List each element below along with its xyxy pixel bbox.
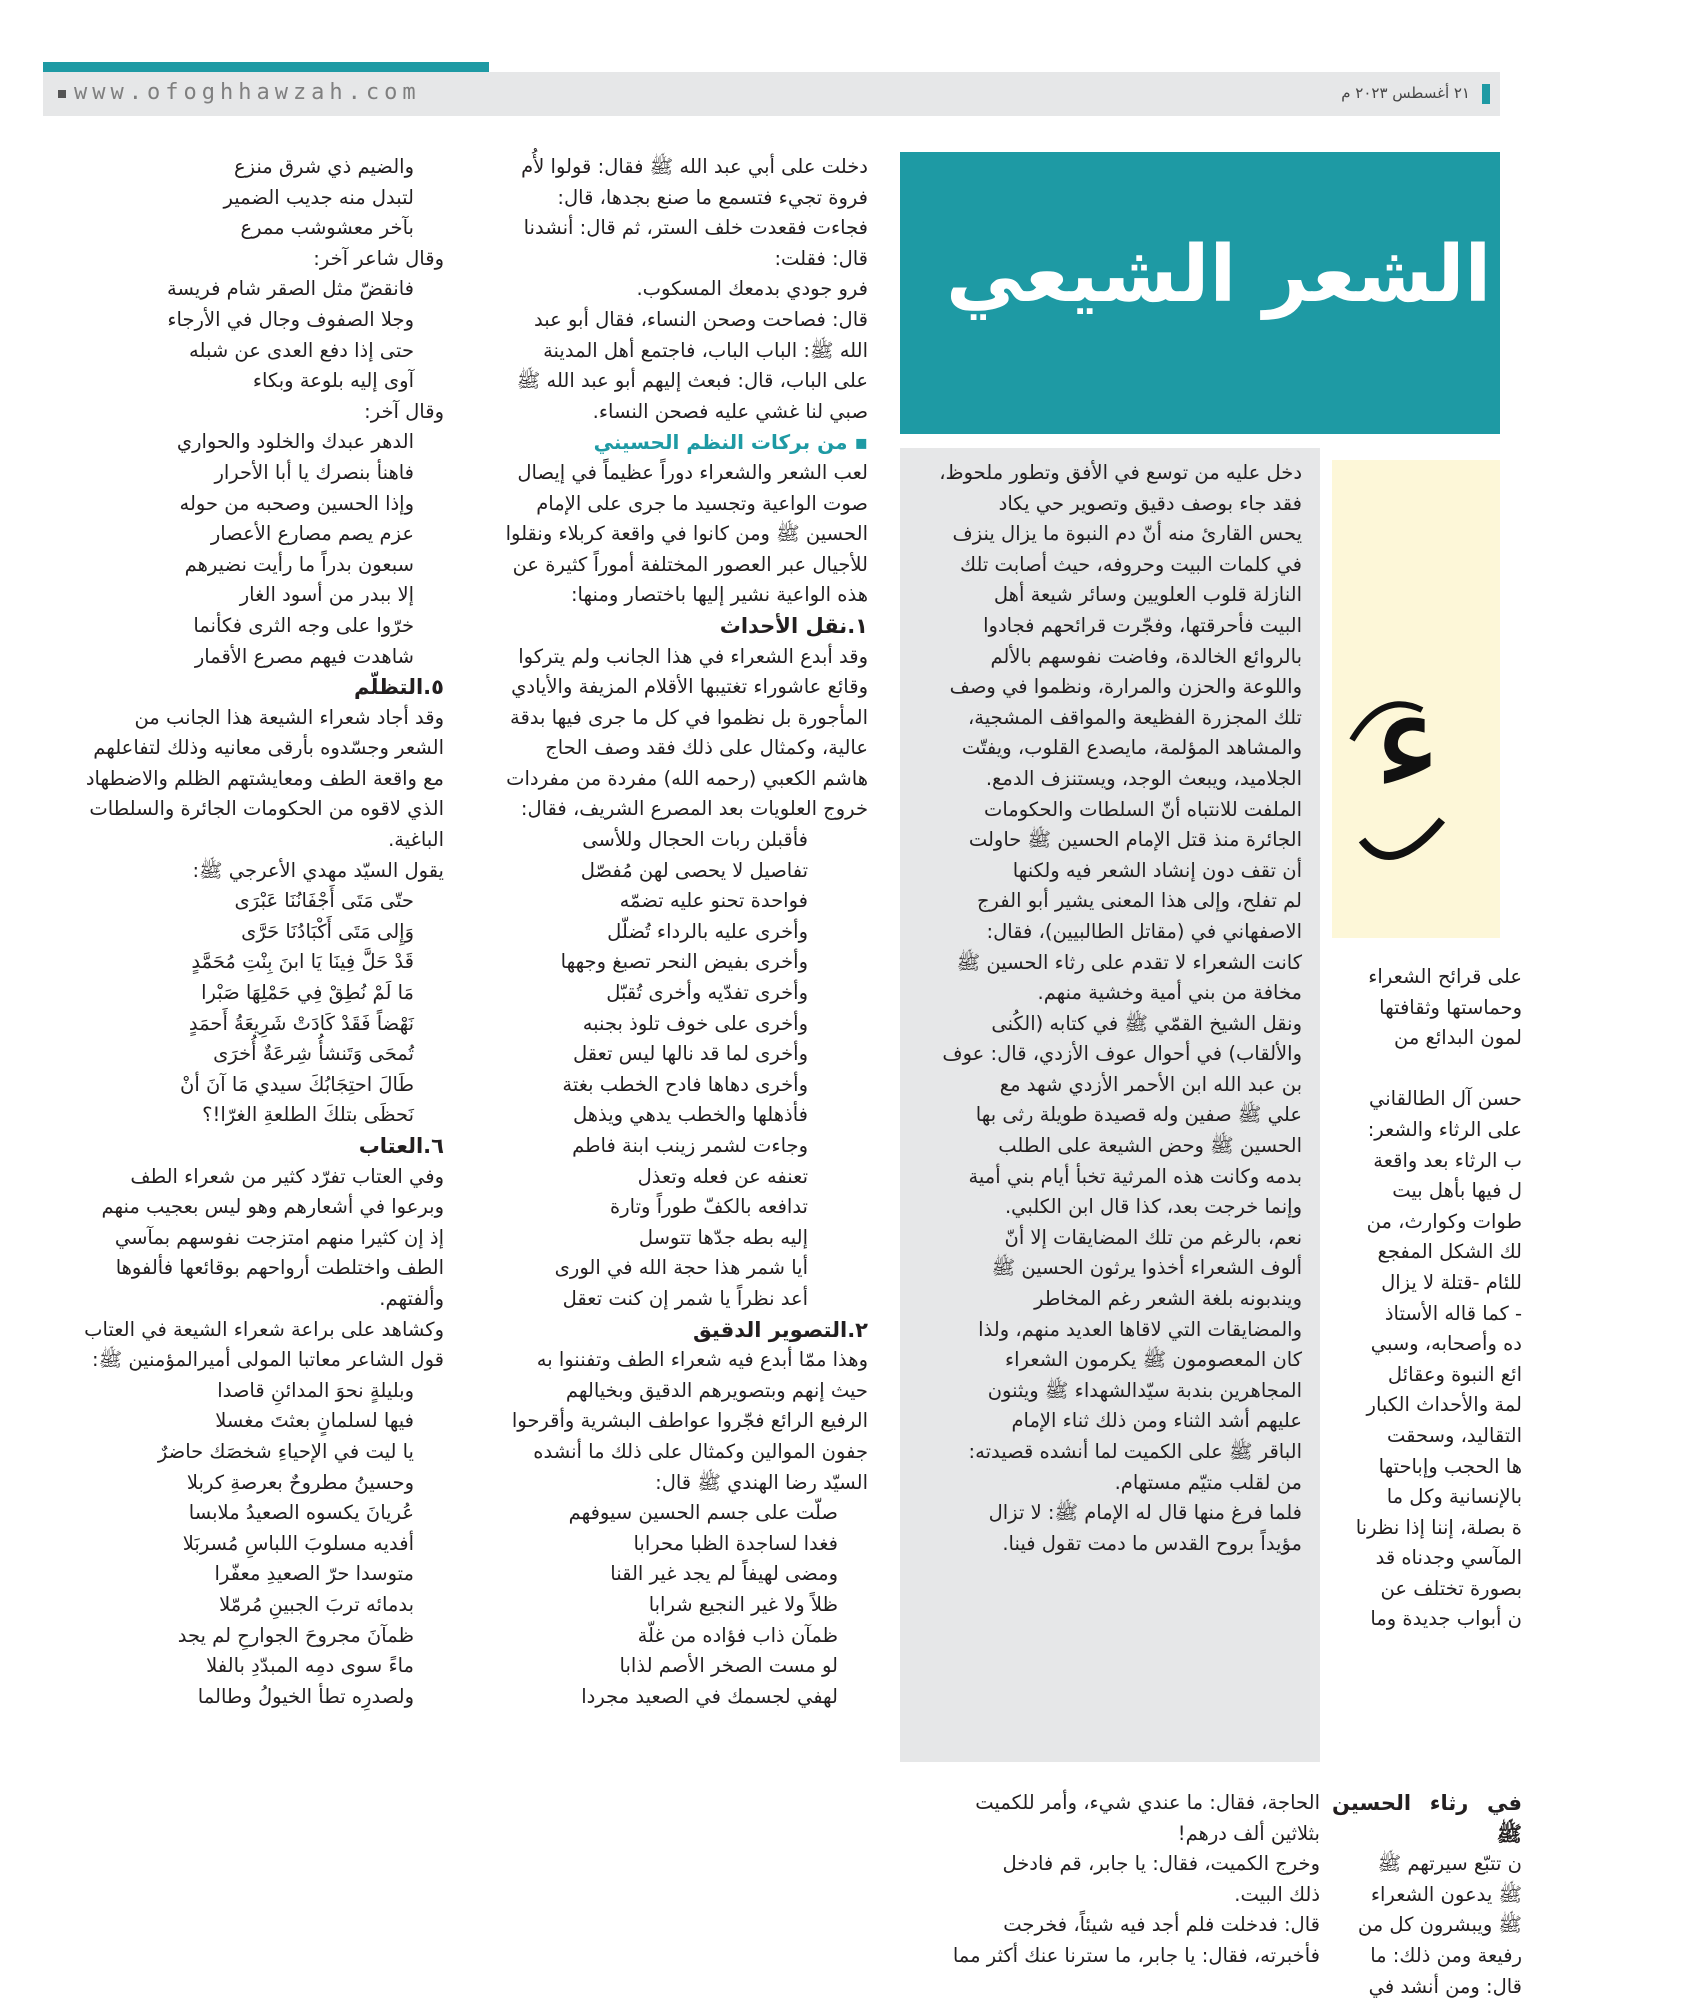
text-line: لك الشكل المفجع bbox=[1377, 1240, 1522, 1264]
poem-aaraji bbox=[52, 886, 444, 1131]
text-line: الباقر ﷺ على الكميت لما أنشده قصيدته: bbox=[968, 1440, 1302, 1463]
verse-line: ظمآن ذاب فؤاده من غلّة bbox=[637, 1623, 838, 1647]
verse-line: وإذا الحسين وصحبه من حوله bbox=[179, 491, 414, 515]
column-c bbox=[52, 152, 444, 1712]
verse-line: حتّى مَتَى أَجْفَانُنَا عَبْرَى bbox=[234, 889, 414, 913]
verse-line: مَا لَمْ نُطِقْ فِي حَمْلِهَا صَبْرا bbox=[201, 981, 414, 1005]
text-line: تلك المجزرة الفظيعة والمواقف المشجية، bbox=[968, 705, 1302, 729]
text-line: لعب الشعر والشعراء دوراً عظيماً في إيصال bbox=[517, 460, 868, 484]
verse-line: فأقبلن ربات الحجال وللأسى bbox=[582, 828, 808, 852]
text-line: كانت الشعراء لا تقدم على رثاء الحسين ﷺ bbox=[956, 950, 1302, 974]
text-line: الباغية. bbox=[388, 828, 444, 852]
poem-mid-2 bbox=[52, 427, 444, 672]
text-line: يحس القارئ منه أنّ دم النبوة ما يزال ينزف bbox=[952, 522, 1302, 546]
text-line: على قرائح الشعراء bbox=[1368, 965, 1522, 988]
text-line: ذلك البيت. bbox=[1234, 1882, 1320, 1906]
heading-5: ٥.التظلّم bbox=[354, 675, 444, 700]
text-line: على الرثاء والشعر: bbox=[1367, 1117, 1522, 1141]
text-line: حيث إنهم وبتصويرهم الدقيق وبخيالهم bbox=[565, 1378, 868, 1402]
text-line: وفي العتاب تفرّد كثير من شعراء الطف bbox=[130, 1164, 444, 1188]
text-line: البيت فأحرقتها، وفجّرت قرائحهم فجادوا bbox=[983, 613, 1302, 637]
text-line: بالروائع الخالدة، وفاضت نفوسهم بالألم bbox=[990, 644, 1302, 668]
verse-line: عزم يصم مصارع الأعصار bbox=[210, 522, 414, 546]
verse-line: تفاصيل لا يحصى لهن مُفصّل bbox=[580, 858, 808, 882]
verse-line: الدهر عبدك والخلود والحواري bbox=[176, 430, 414, 454]
text-line bbox=[1332, 1054, 1522, 1085]
text-line: مخافة من بني أمية وخشية منهم. bbox=[1037, 981, 1302, 1005]
poet-label-2: وقال آخر: bbox=[364, 399, 444, 423]
verse-line: خرّوا على وجه الثرى فكأنما bbox=[193, 613, 414, 637]
verse-line: وجاءت لشمر زينب ابنة فاطم bbox=[572, 1134, 808, 1157]
text-line: واللوعة والحزن والمرارة، ونظموا في وصف bbox=[949, 675, 1302, 699]
verse-line: ظمآنَ مجروحَ الجوارحِ لم يجد bbox=[177, 1623, 414, 1647]
text-line: ونقل الشيخ القمّي ﷺ في كتابه (الكُنى bbox=[991, 1011, 1302, 1035]
verse-line: شاهدت فيهم مصرع الأقمار bbox=[194, 644, 414, 668]
text-line: لمون البدائع من bbox=[1394, 1026, 1522, 1050]
text-line: المآسي وجدناه قد bbox=[1375, 1546, 1522, 1570]
text-line: من لقلب متيّم مستهام. bbox=[1114, 1470, 1302, 1494]
text-line: الجلاميد، ويبعث الوجد، ويستنزف الدمع. bbox=[985, 766, 1302, 790]
text-line: الحسين ﷺ وحض الشيعة على الطلب bbox=[998, 1134, 1302, 1158]
verse-line: وأخرى بفيض النحر تصبغ وجهها bbox=[560, 950, 808, 974]
column-f bbox=[1332, 1788, 1522, 2002]
poem-hindi bbox=[478, 1498, 868, 1712]
text-line: فرو جودي بدمعك المسكوب. bbox=[636, 277, 868, 301]
text-line: هذه الواعية نشير إليها باختصار ومنها: bbox=[570, 583, 868, 607]
verse-line: يا ليت في الإحياءِ شخصَك حاضرٌ bbox=[157, 1439, 414, 1463]
column-d bbox=[1332, 962, 1522, 1635]
verse-line: فيها لسلمانٍ بعثتَ مغسلا bbox=[215, 1409, 414, 1433]
text-line: بدمه وكانت هذه المرثية تخبأ أيام بني أمية bbox=[968, 1164, 1302, 1188]
verse-line: وبليلةٍ نحوَ المدائنِ قاصدا bbox=[217, 1378, 414, 1402]
text-line: كان المعصومون ﷺ يكرمون الشعراء bbox=[1004, 1348, 1302, 1372]
text-line: للأجيال عبر العصور المختلفة أموراً كثيرة عن bbox=[512, 552, 868, 576]
text-line: وبرعوا في أشعارهم وهو ليس بعجيب منهم bbox=[101, 1195, 444, 1219]
text-line: وإنما خرجت بعد، كذا قال ابن الكلبي. bbox=[1004, 1195, 1302, 1219]
text-line: قال: فصاحت وصحن النساء، فقال أبو عبد bbox=[534, 307, 868, 331]
verse-line: بآخر معشوشب ممرع bbox=[240, 216, 414, 240]
verse-line: ومضى لهيفاً لم يجد غير القنا bbox=[610, 1562, 838, 1586]
verse-line: تُمحَى وَتَنشأُ شِرعَةٌ أُخرَى bbox=[213, 1042, 414, 1066]
text-line: جفون الموالين وكمثال على ذلك ما أنشده bbox=[533, 1439, 868, 1463]
text-line: الحاجة، فقال: ما عندي شيء، وأمر للكميت bbox=[975, 1791, 1320, 1814]
verse-line: وجلا الصفوف وجال في الأرجاء bbox=[167, 307, 414, 331]
article-title: علی الشعر الشيعي bbox=[946, 230, 1682, 320]
text-line: صبي لنا غشي عليه فصحن النساء. bbox=[592, 399, 868, 423]
verse-line: لتبدل منه جديب الضمير bbox=[223, 185, 414, 209]
text-line: فأخبرته، فقال: يا جابر، ما سترنا عنك أكثر مما bbox=[952, 1943, 1320, 1967]
verse-line: صلّت على جسم الحسين سيوفهم bbox=[568, 1501, 838, 1525]
text-line: فروة تجيء فتسمع ما صنع بجدها، قال: bbox=[557, 185, 868, 209]
verse-line: طَالَ احتِجَابُكَ سيدي مَا آنَ أنْ bbox=[180, 1072, 414, 1096]
text-line: قال: ومن أنشد في bbox=[1368, 1974, 1522, 1998]
text-line: عليهم أشد الثناء ومن ذلك ثناء الإمام bbox=[1011, 1409, 1302, 1433]
text-line: ﷺ يدعون الشعراء bbox=[1370, 1882, 1522, 1906]
text-line: وهذا ممّا أبدع فيه شعراء الطف وتفننوا به bbox=[536, 1348, 868, 1372]
verse-line: فاهنأ بنصرك يا أبا الأحرار bbox=[214, 460, 414, 484]
poem-itab bbox=[52, 1376, 444, 1713]
text-line: وحماستها وثقافتها bbox=[1379, 995, 1522, 1019]
verse-line: إلا ببدر من أسود الغار bbox=[239, 583, 414, 607]
verse-line: ماءً سوى دمِه المبدّدِ بالفلا bbox=[206, 1654, 414, 1678]
article-illustration bbox=[1332, 460, 1500, 938]
text-line: فلما فرغ منها قال له الإمام ﷺ: لا تزال bbox=[988, 1501, 1302, 1525]
text-line: والمضايقات التي لاقاها العديد منهم، ولذا bbox=[978, 1317, 1302, 1341]
text-line: نعم، بالرغم من تلك المضايقات إلا أنّ bbox=[1004, 1225, 1302, 1249]
text-line: طوات وكوارث، من bbox=[1366, 1209, 1522, 1233]
crescent-illustration-icon bbox=[1332, 460, 1500, 938]
calligraphy-fragment: ء bbox=[1372, 652, 1443, 826]
site-url[interactable]: www.ofoghhawzah.com bbox=[74, 80, 421, 105]
text-line: إذ إن كثيرا منهم امتزجت نفوسهم بمآسي bbox=[114, 1225, 444, 1249]
text-line: التقاليد، وسحقت bbox=[1387, 1423, 1522, 1447]
text-line: الحسين ﷺ ومن كانوا في واقعة كربلاء ونقلوا bbox=[505, 522, 868, 546]
text-line: عالية، وكمثال على ذلك فقد وصف الحاج bbox=[545, 736, 868, 760]
text-line: مؤيداً بروح القدس ما دمت تقول فينا. bbox=[1002, 1531, 1302, 1555]
text-line: ده وأصحابه، وسبي bbox=[1370, 1332, 1522, 1356]
heading-6: ٦.العتاب bbox=[358, 1134, 444, 1158]
text-line: وقد أجاد شعراء الشيعة هذا الجانب من bbox=[134, 705, 444, 729]
text-line: الله ﷺ: الباب الباب، فاجتمع أهل المدينة bbox=[543, 338, 868, 362]
text-line: للئام -قتلة لا يزال bbox=[1381, 1270, 1522, 1294]
column-b-p2 bbox=[478, 1345, 868, 1498]
text-line: والمشاهد المؤلمة، مايصدع القلوب، ويفتّت bbox=[961, 736, 1302, 760]
title-banner bbox=[900, 152, 1682, 434]
verse-line: لهفي لجسمك في الصعيد مجردا bbox=[581, 1684, 838, 1708]
text-line: رفيعة ومن ذلك: ما bbox=[1370, 1943, 1522, 1967]
text-line: في كلمات البيت وحروفه، حيث أصابت تلك bbox=[960, 552, 1302, 576]
column-b-p1 bbox=[478, 642, 868, 826]
verse-line: أعد نظراً يا شمر إن كنت تعقل bbox=[562, 1286, 808, 1310]
verse-line: لو مست الصخر الأصم لذابا bbox=[619, 1654, 838, 1678]
text-line: بصورة تختلف عن bbox=[1380, 1576, 1522, 1600]
text-line: الجائرة منذ قتل الإمام الحسين ﷺ حاولت bbox=[968, 828, 1302, 852]
verse-line: وأخرى دهاها فادح الخطب بغتة bbox=[562, 1072, 808, 1096]
text-line: دخل عليه من توسع في الأفق وتطور ملحوظ، bbox=[939, 461, 1302, 484]
text-line: قال: فقلت: bbox=[774, 246, 868, 270]
subheading-bullet-icon: ▪ bbox=[847, 430, 868, 455]
text-line: ألوف الشعراء أخذوا يرثون الحسين ﷺ bbox=[991, 1256, 1302, 1280]
verse-line: وأخرى على خوف تلوذ بجنبه bbox=[582, 1011, 808, 1035]
column-f-body bbox=[1332, 1849, 1522, 2002]
text-line: حسن آل الطالقاني bbox=[1368, 1087, 1522, 1111]
text-line: النازلة قلوب العلويين وسائر شيعة أهل bbox=[993, 583, 1302, 607]
text-line: مع واقعة الطف ومعايشتهم الظلم والاضطهاد bbox=[85, 766, 444, 790]
verse-line: عُريانَ يكسوه الصعيدُ ملابسا bbox=[188, 1501, 414, 1525]
verse-line: فأذهلها والخطب يدهي ويذهل bbox=[572, 1103, 808, 1127]
verse-line: تدافعه بالكفّ طوراً وتارة bbox=[610, 1195, 808, 1219]
text-line: ة بصلة، إننا إذا نظرنا bbox=[1355, 1515, 1522, 1539]
verse-line: وأخرى تفدّيه وأخرى تُقبّل bbox=[606, 981, 808, 1005]
heading-1: ١.نقل الأحداث bbox=[719, 613, 868, 638]
text-line: دخلت على أبي عبد الله ﷺ فقال: قولوا لأُم bbox=[521, 155, 868, 178]
text-line: لم تفلح، وإلى هذا المعنى يشير أبو الفرج bbox=[976, 889, 1302, 913]
poem-mid-1 bbox=[52, 274, 444, 396]
verse-line: آوى إليه بلوعة وبكاء bbox=[252, 369, 414, 393]
text-line: الملفت للانتباه أنّ السلطات والحكومات bbox=[983, 797, 1302, 821]
verse-line: أفديه مسلوبَ اللباسِ مُسربَلا bbox=[182, 1531, 414, 1555]
text-line: قول الشاعر معاتبا المولى أميرالمؤمنين ﷺ: bbox=[92, 1348, 444, 1372]
verse-line: قَدْ حَلَّ فِينَا يَا ابنَ بِنْتِ مُحَمَّدٍ bbox=[191, 950, 414, 974]
column-b-intro bbox=[478, 152, 868, 427]
text-line: قال: فدخلت فلم أجد فيه شيئاً، فخرجت bbox=[1003, 1913, 1320, 1937]
column-b-mid bbox=[478, 458, 868, 611]
subheading-husayni-blessings: ▪ من بركات النظم الحسيني bbox=[593, 430, 868, 455]
verse-line: إليه بطه جدّها تتوسل bbox=[638, 1225, 808, 1249]
text-line: والألقاب) في أحوال عوف الأزدي، قال: عوف bbox=[942, 1042, 1302, 1066]
verse-line: سبعون بدراً ما رأيت نضيرهم bbox=[184, 552, 414, 576]
text-line: يقول السيّد مهدي الأعرجي ﷺ: bbox=[192, 858, 444, 882]
column-c-p6 bbox=[52, 1162, 444, 1376]
text-line: السيّد رضا الهندي ﷺ قال: bbox=[655, 1470, 868, 1494]
text-line: بن عبد الله ابن الأحمر الأزدي شهد مع bbox=[999, 1072, 1302, 1096]
verse-line: بدمائه تربَ الجبينِ مُرمّلا bbox=[219, 1592, 414, 1616]
text-line: ل فيها بأهل بيت bbox=[1392, 1179, 1522, 1203]
issue-date: ٢١ أغسطس ٢٠٢٣ م bbox=[1341, 84, 1470, 102]
text-line: وخرج الكميت، فقال: يا جابر، قم فادخل bbox=[1002, 1852, 1320, 1876]
text-line: بثلاثين ألف درهم! bbox=[1177, 1821, 1320, 1845]
heading-rithaa: في رثاء الحسين ﷺ bbox=[1332, 1791, 1522, 1846]
heading-2: ٢.التصوير الدقيق bbox=[692, 1317, 868, 1342]
verse-line: فانقضّ مثل الصقر شام فريسة bbox=[167, 277, 414, 301]
verse-line: أيا شمر هذا حجة الله في الورى bbox=[554, 1256, 808, 1280]
verse-line: حتى إذا دفع العدى عن شبله bbox=[189, 338, 414, 362]
verse-line: والضيم ذي شرق منزع bbox=[233, 155, 414, 178]
text-line: ويندبونه بلغة الشعر رغم المخاطر bbox=[1034, 1287, 1302, 1311]
header-accent-bar bbox=[43, 62, 489, 72]
column-c-p5 bbox=[52, 703, 444, 887]
verse-line: وأخرى لما قد نالها ليس تعقل bbox=[572, 1042, 808, 1066]
text-line: المجاهرين بندبة سيّدالشهداء ﷺ ويثنون bbox=[987, 1378, 1302, 1402]
bullet-icon bbox=[58, 90, 66, 98]
text-line: علي ﷺ صفين وله قصيدة طويلة رثى بها bbox=[975, 1103, 1302, 1127]
text-line: على الباب، قال: فبعث إليهم أبو عبد الله ﷺ bbox=[516, 369, 868, 393]
verse-line: نَهْضاً فَقَدْ كَادَتْ شَرِيعَةُ أَحمَدٍ bbox=[188, 1011, 414, 1035]
text-line: فجاءت فقعدت خلف الستر، ثم قال: أنشدنا bbox=[523, 216, 868, 240]
text-line: صوت الواعية وتجسيد ما جرى على الإمام bbox=[536, 491, 868, 515]
text-line: الاصفهاني في (مقاتل الطالبيين)، فقال: bbox=[986, 919, 1302, 943]
text-line: فقد جاء بوصف دقيق وتصوير حي يكاد bbox=[998, 491, 1302, 515]
column-a bbox=[918, 458, 1302, 1559]
text-line: ائع النبوة وعقائل bbox=[1387, 1362, 1522, 1386]
text-line: الرفيع الرائع فجّروا عواطف البشرية وأقرحوا bbox=[511, 1409, 868, 1433]
date-marker bbox=[1482, 84, 1490, 104]
text-line: ب الرثاء بعد واقعة bbox=[1373, 1148, 1522, 1172]
poem-top bbox=[52, 152, 444, 244]
poet-label-1: وقال شاعر آخر: bbox=[313, 246, 444, 270]
text-line: خروج العلويات بعد المصرع الشريف، فقال: bbox=[520, 797, 868, 821]
text-line: الذي لاقوه من الحكومات الجائرة والسلطات bbox=[89, 797, 444, 821]
text-line: المأجورة بل نظموا في كل ما جرى فيها بدقة bbox=[510, 705, 868, 729]
text-line: هاشم الكعبي (رحمه الله) مفردة من مفردات bbox=[506, 766, 868, 790]
verse-line: ظلاً ولا غير النجيع شرابا bbox=[648, 1592, 838, 1616]
column-e bbox=[900, 1788, 1320, 1972]
poem-kaabi bbox=[478, 825, 868, 1315]
text-line: ها الحجب وإباحتها bbox=[1378, 1454, 1522, 1478]
verse-line: فواحدة تحنو عليه تضمّه bbox=[619, 889, 808, 913]
verse-line: نَحظَى بتلكَ الطلعةِ الغرّا!؟ bbox=[202, 1103, 414, 1127]
column-b bbox=[478, 152, 868, 1712]
text-line: ﷺ ويبشرون كل من bbox=[1357, 1913, 1522, 1937]
verse-line: وَإِلى مَتَى أَكْبَادُنَا حَرَّى bbox=[241, 919, 414, 943]
text-line: ن تتبّع سيرتهم ﷺ bbox=[1377, 1852, 1522, 1876]
text-line: الطف واختلطت أرواحهم بوقائعها فألفوها bbox=[115, 1256, 444, 1280]
verse-line: فغدا لساجدة الظبا محرابا bbox=[633, 1531, 838, 1555]
text-line: وكشاهد على براعة شعراء الشيعة في العتاب bbox=[84, 1317, 444, 1341]
text-line: وقد أبدع الشعراء في هذا الجانب ولم يتركوا bbox=[518, 644, 868, 668]
text-line: بالإنسانية وكل ما bbox=[1386, 1485, 1522, 1509]
text-line: وألفتهم. bbox=[379, 1286, 444, 1310]
text-line: - كما قاله الأستاذ bbox=[1384, 1301, 1522, 1325]
text-line: ن أبواب جديدة وما bbox=[1370, 1607, 1522, 1631]
text-line: الشعر وجسّدوه بأرقى معانيه وذلك لتفاعلهم bbox=[93, 736, 444, 760]
text-line: لمة والأحداث الكبار bbox=[1366, 1393, 1522, 1417]
verse-line: وحسينُ مطروحٌ بعرصةِ كربلا bbox=[186, 1470, 414, 1494]
verse-line: متوسدا حرّ الصعيدِ معفّرا bbox=[214, 1562, 414, 1586]
verse-line: وأخرى عليه بالرداء تُضلّل bbox=[607, 919, 808, 943]
verse-line: تعنفه عن فعله وتعذل bbox=[637, 1164, 808, 1188]
text-line: وقائع عاشوراء تغتيبها الأقلام المزيفة والأيادي bbox=[511, 675, 868, 699]
text-line: أن تقف دون إنشاد الشعر فيه ولكنها bbox=[1012, 858, 1302, 882]
verse-line: ولصدرِه تطأ الخيولُ وطالما bbox=[197, 1684, 414, 1708]
